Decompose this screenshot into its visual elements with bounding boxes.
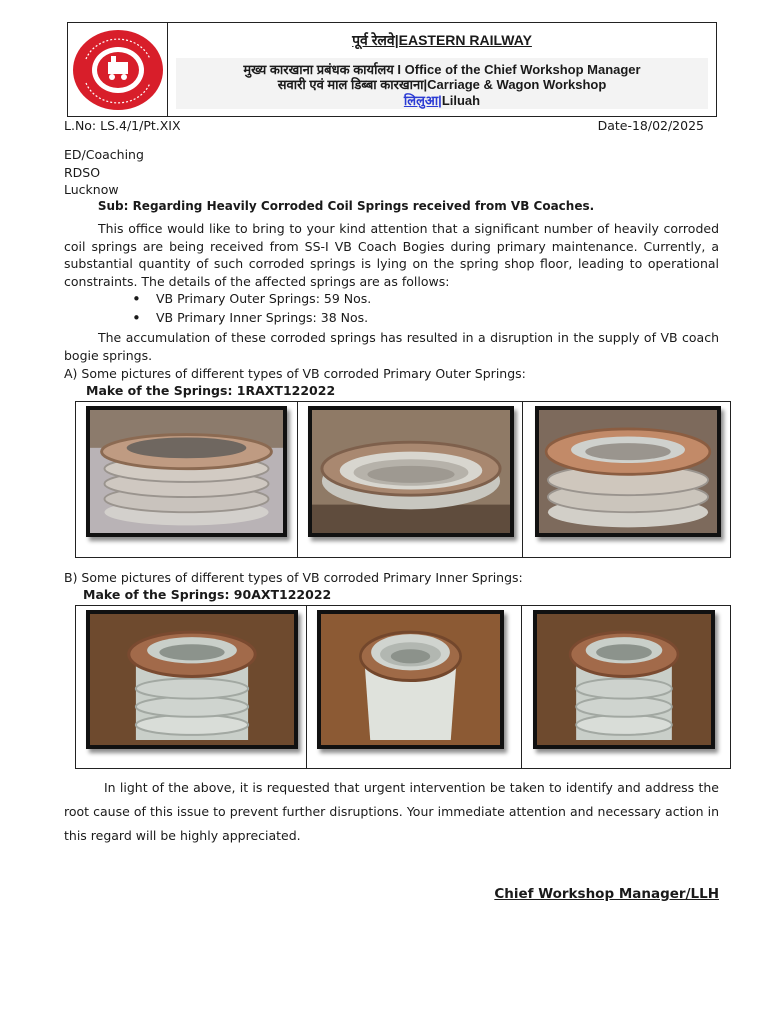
office-line: मुख्य कारखाना प्रबंधक कार्यालय I Office of the Chief Workshop Manager xyxy=(243,62,641,77)
closing-text: In light of the above, it is requested that urgent intervention be taken to identify and address the root cause of this issue to prevent further disruptions. Your immediate attention and necessary action in this regard will be highly appreciated. xyxy=(64,780,719,843)
indian-railways-logo xyxy=(72,29,164,111)
section-a-heading: A) Some pictures of different types of VB corroded Primary Outer Springs: xyxy=(64,366,526,381)
location-line xyxy=(180,93,704,109)
logo-cell xyxy=(68,23,168,116)
location-hindi-link[interactable]: लिलुआ xyxy=(403,93,439,108)
intro-paragraph xyxy=(64,220,719,290)
subject-line: Sub: Regarding Heavily Corroded Coil Springs received from VB Coaches. xyxy=(97,199,595,213)
org-title: पूर्व रेलवे|EASTERN RAILWAY xyxy=(352,32,532,48)
reference-row xyxy=(64,118,704,133)
letter-date: Date-18/02/2025 xyxy=(597,118,704,133)
spring-count-list xyxy=(132,290,371,327)
list-item: • VB Primary Outer Springs: 59 Nos. xyxy=(132,290,371,309)
addressee-line: RDSO xyxy=(64,164,101,180)
photo-cell xyxy=(76,402,298,557)
section-b-make: Make of the Springs: 90AXT122022 xyxy=(83,587,332,602)
signature-designation: Chief Workshop Manager/LLH xyxy=(494,886,719,902)
title-cell xyxy=(168,23,716,116)
photo-cell xyxy=(307,606,521,768)
section-b-heading: B) Some pictures of different types of VB corroded Primary Inner Springs: xyxy=(64,570,523,585)
photo-cell xyxy=(298,402,522,557)
outer-spring-photo xyxy=(535,406,721,537)
letterhead xyxy=(67,22,717,117)
outer-springs-photo-table xyxy=(75,401,731,558)
outer-spring-photo xyxy=(308,406,514,537)
inner-springs-photo-table xyxy=(75,605,731,769)
photo-cell xyxy=(522,606,730,768)
inner-spring-photo xyxy=(317,610,504,749)
closing-paragraph xyxy=(64,776,719,848)
outer-spring-photo xyxy=(86,406,287,537)
photo-cell xyxy=(76,606,307,768)
location-english: Liluah xyxy=(441,93,481,108)
addressee-block xyxy=(64,146,144,199)
addressee-line: ED/Coaching xyxy=(64,147,144,162)
section-a-make: Make of the Springs: 1RAXT122022 xyxy=(86,383,336,398)
inner-spring-photo xyxy=(533,610,715,749)
workshop-name: सवारी एवं माल डिब्बा कारखाना|Carriage & Wagon Workshop xyxy=(277,77,607,92)
office-band xyxy=(176,58,708,109)
addressee-line: Lucknow xyxy=(64,182,119,197)
inner-spring-photo xyxy=(86,610,298,749)
accumulation-text: The accumulation of these corroded springs has resulted in a disruption in the supply of VB coach bogie springs. xyxy=(64,330,719,363)
accumulation-paragraph xyxy=(64,329,719,364)
photo-cell xyxy=(523,402,730,557)
list-item: • VB Primary Inner Springs: 38 Nos. xyxy=(132,309,371,328)
location-separator: | xyxy=(438,93,442,108)
intro-text: This office would like to bring to your kind attention that a significant number of heavily corroded coil springs are being received from SS-I VB Coach Bogies during primary maintenance. Currently, a substantial quantity of such corroded springs is lying on the spring shop floor, leading to operational constraints. The details of the affected springs are as follows: xyxy=(64,221,719,289)
workshop-line xyxy=(180,77,704,93)
letter-number: L.No: LS.4/1/Pt.XIX xyxy=(64,118,181,133)
